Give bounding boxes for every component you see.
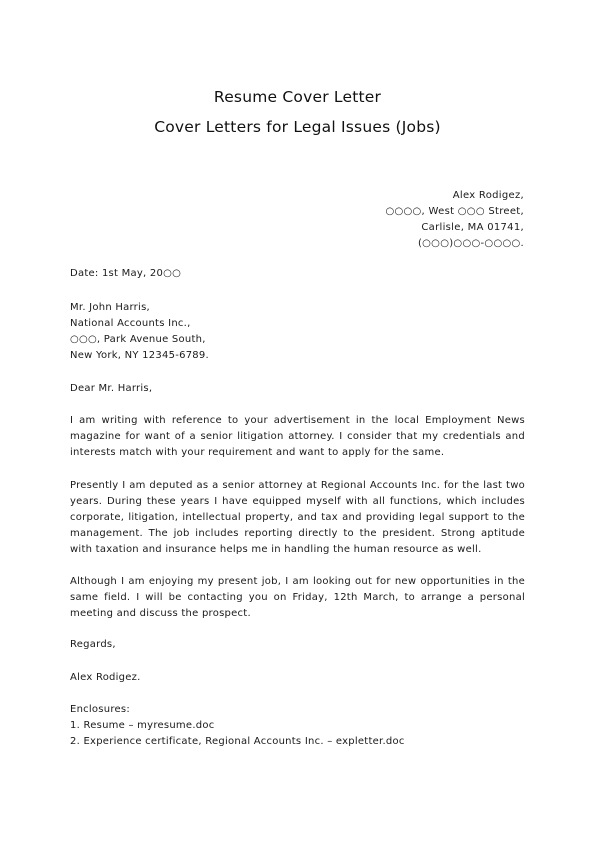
body-paragraph: I am writing with reference to your advertisement in the local Employment News magazine for want of a senior litigation attorney. I consider that my credentials and interests match with your requirement and want to apply for the same. [70, 415, 525, 458]
recipient-street: ○○○, Park Avenue South, [70, 334, 206, 345]
sender-name: Alex Rodigez, [452, 190, 524, 201]
letter-date: Date: 1st May, 20○○ [70, 268, 182, 279]
sender-address [385, 188, 524, 252]
enclosure-item: 2. Experience certificate, Regional Accounts Inc. – expletter.doc [70, 736, 405, 747]
body-paragraph: Although I am enjoying my present job, I am looking out for new opportunities in the same field. I will be contacting you on Friday, 12th March, to arrange a personal meeting and discuss the prospect. [70, 576, 525, 619]
salutation: Dear Mr. Harris, [70, 383, 153, 394]
closing: Regards, [70, 639, 116, 650]
sender-phone: (○○○)○○○-○○○○. [417, 238, 524, 249]
body-paragraph: Presently I am deputed as a senior attorney at Regional Accounts Inc. for the last two years. During these years I have equipped myself with all functions, which includes corporate, litigation, intellectual property, and tax and providing legal support to the management. The job includes reporting directly to the president. Strong aptitude with taxation and insurance helps me in handling the human resource as well. [70, 480, 525, 555]
recipient-company: National Accounts Inc., [70, 318, 191, 329]
enclosures [70, 702, 525, 750]
recipient-address [70, 300, 525, 364]
document-subtitle: Cover Letters for Legal Issues (Jobs) [154, 118, 441, 136]
enclosures-heading: Enclosures: [70, 704, 130, 715]
sender-city: Carlisle, MA 01741, [421, 222, 524, 233]
document-title: Resume Cover Letter [213, 88, 382, 106]
sender-street: ○○○○, West ○○○ Street, [385, 206, 524, 217]
enclosure-item: 1. Resume – myresume.doc [70, 720, 215, 731]
recipient-city: New York, NY 12345-6789. [70, 350, 209, 361]
signature-name: Alex Rodigez. [70, 672, 141, 683]
recipient-name: Mr. John Harris, [70, 302, 150, 313]
